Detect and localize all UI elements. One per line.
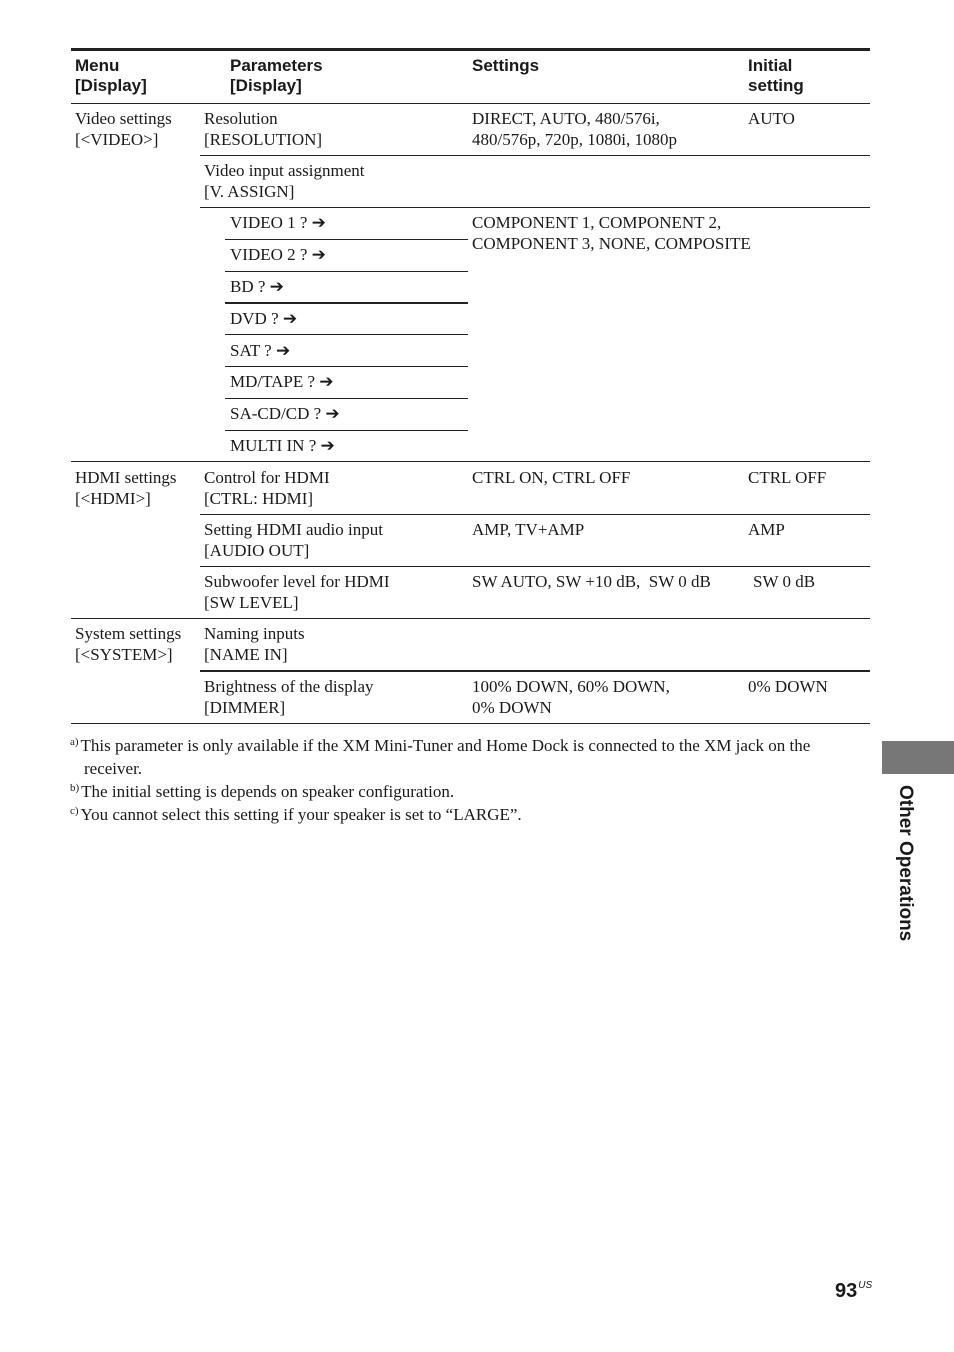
input-dvd: DVD ? ➔	[230, 309, 298, 328]
section-rule	[71, 618, 870, 619]
menu-hdmi: HDMI settings [<HDMI>]	[75, 468, 177, 508]
param-dimmer: Brightness of the display [DIMMER]	[204, 677, 374, 717]
row-rule	[200, 670, 870, 672]
header-rule	[71, 103, 870, 104]
footnote-text: The initial setting is depends on speaker configuration.	[81, 782, 455, 801]
page-number-suffix: US	[858, 1280, 873, 1291]
input-sat: SAT ? ➔	[230, 341, 291, 360]
row-rule	[200, 566, 870, 567]
section-rule	[71, 461, 870, 462]
input-video1: VIDEO 1 ? ➔	[230, 213, 326, 232]
initial-dimmer: 0% DOWN	[748, 677, 828, 696]
footnote-mark: c)	[70, 805, 79, 817]
initial-resolution: AUTO	[748, 109, 795, 128]
row-rule	[225, 366, 468, 367]
input-multi-in: MULTI IN ? ➔	[230, 436, 335, 455]
param-sw-level: Subwoofer level for HDMI [SW LEVEL]	[204, 572, 390, 612]
param-video-assign: Video input assignment [V. ASSIGN]	[204, 161, 365, 201]
settings-resolution: DIRECT, AUTO, 480/576i, 480/576p, 720p, 1080i, 1080p	[472, 109, 677, 149]
footnote-text-cont: receiver.	[84, 759, 143, 778]
footnote-mark: b)	[70, 782, 80, 794]
table-top-rule	[71, 48, 870, 51]
footnote-text: You cannot select this setting if your speaker is set to “LARGE”.	[80, 805, 522, 824]
header-menu: Menu [Display]	[75, 56, 147, 95]
row-rule	[200, 155, 870, 156]
header-parameters: Parameters [Display]	[230, 56, 323, 95]
section-tab-text: Other Operations	[895, 785, 916, 942]
section-tab-label	[892, 785, 916, 960]
settings-sw-level: SW AUTO, SW +10 dB, SW 0 dB	[472, 572, 711, 591]
footnote-text: This parameter is only available if the XM Mini-Tuner and Home Dock is connected to the XM jack on the	[80, 736, 811, 755]
page-number	[835, 1280, 872, 1303]
param-audio-out: Setting HDMI audio input [AUDIO OUT]	[204, 520, 383, 560]
menu-video: Video settings [<VIDEO>]	[75, 109, 172, 149]
settings-video-inputs: COMPONENT 1, COMPONENT 2, COMPONENT 3, NONE, COMPOSITE	[472, 213, 751, 253]
table-bottom-rule	[71, 723, 870, 724]
param-ctrl-hdmi: Control for HDMI [CTRL: HDMI]	[204, 468, 330, 508]
input-md-tape: MD/TAPE ? ➔	[230, 372, 334, 391]
initial-ctrl-hdmi: CTRL OFF	[748, 468, 827, 487]
initial-sw-level: SW 0 dB	[753, 572, 816, 591]
footnote-mark: a)	[70, 736, 79, 748]
section-tab	[882, 741, 954, 774]
header-initial: Initial setting	[748, 56, 804, 95]
page-number-value: 93	[835, 1280, 858, 1302]
input-sa-cd: SA-CD/CD ? ➔	[230, 404, 340, 423]
param-name-in: Naming inputs [NAME IN]	[204, 624, 305, 664]
footnote-c	[70, 800, 522, 826]
settings-audio-out: AMP, TV+AMP	[472, 520, 585, 539]
row-rule	[200, 514, 870, 515]
header-settings: Settings	[472, 56, 540, 75]
settings-dimmer: 100% DOWN, 60% DOWN, 0% DOWN	[472, 677, 670, 717]
row-rule	[225, 239, 468, 240]
row-rule	[200, 207, 870, 208]
settings-ctrl-hdmi: CTRL ON, CTRL OFF	[472, 468, 631, 487]
row-rule	[225, 302, 468, 304]
initial-audio-out: AMP	[748, 520, 785, 539]
row-rule	[225, 334, 468, 335]
footnote-a	[70, 731, 870, 780]
row-rule	[225, 271, 468, 272]
input-video2: VIDEO 2 ? ➔	[230, 245, 326, 264]
menu-system: System settings [<SYSTEM>]	[75, 624, 182, 664]
param-resolution: Resolution [RESOLUTION]	[204, 109, 323, 149]
row-rule	[225, 430, 468, 431]
input-bd: BD ? ➔	[230, 277, 284, 296]
row-rule	[225, 398, 468, 399]
